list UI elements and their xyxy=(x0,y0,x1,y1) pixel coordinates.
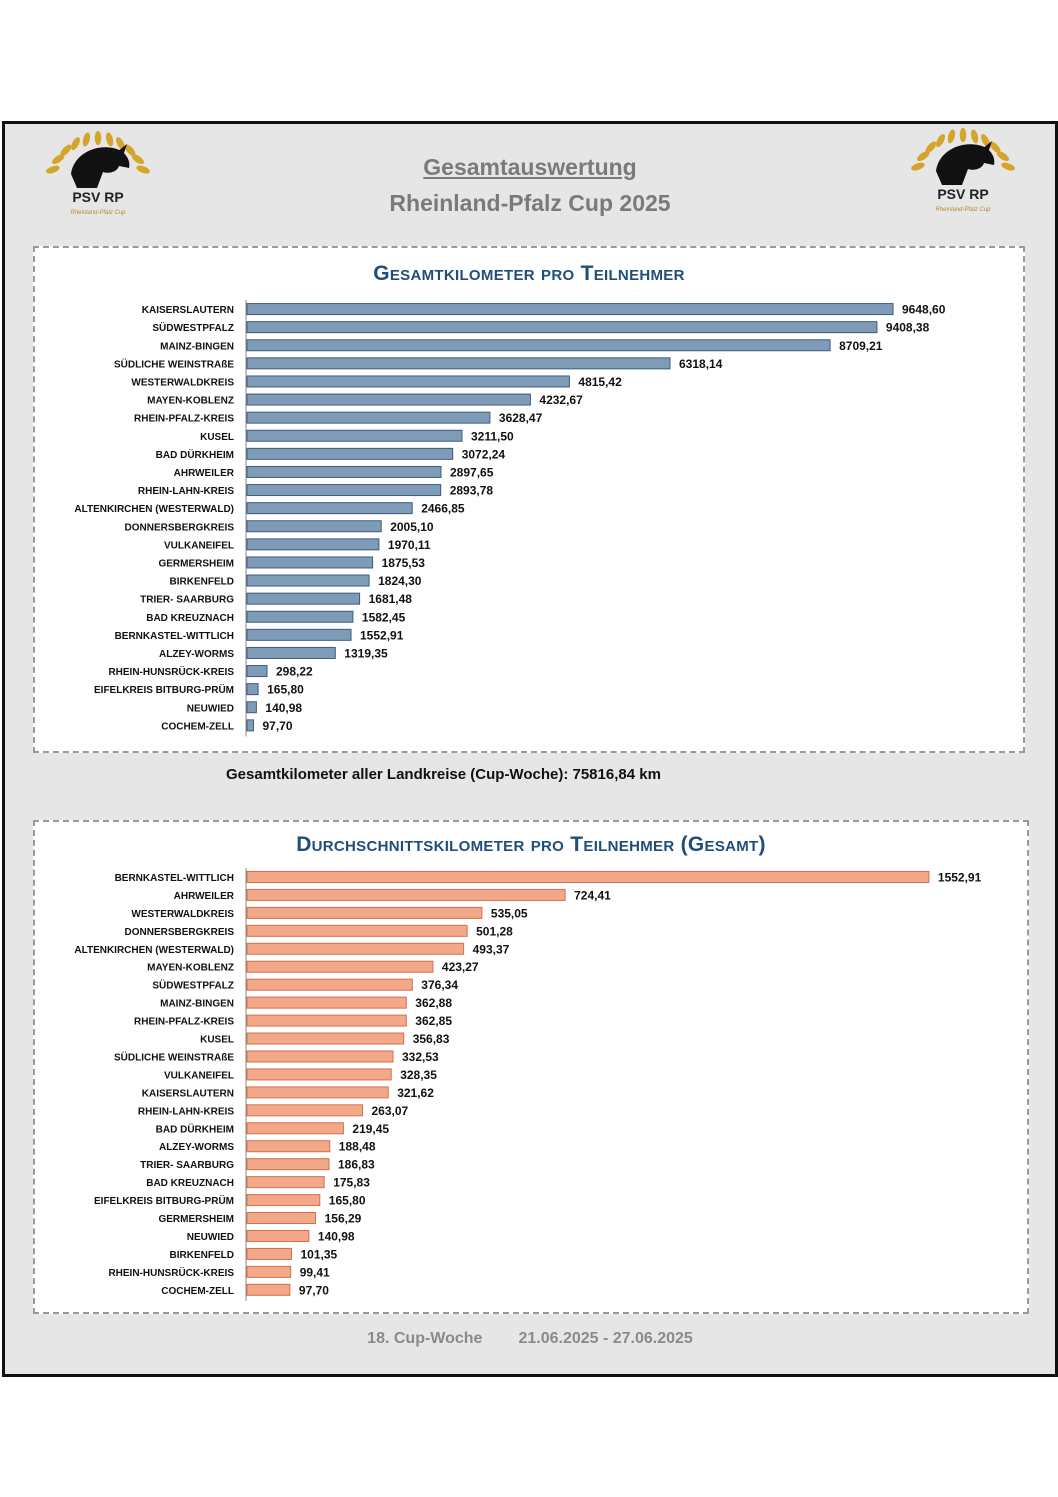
bar xyxy=(247,997,406,1008)
bar xyxy=(247,1284,290,1295)
data-label: 328,35 xyxy=(400,1067,437,1082)
category-label: BIRKENFELD xyxy=(169,576,234,588)
data-label: 2893,78 xyxy=(449,483,494,498)
bar xyxy=(247,430,462,441)
data-label: 4815,42 xyxy=(578,374,622,389)
data-label: 2897,65 xyxy=(450,465,494,480)
bar xyxy=(247,394,530,405)
category-label: RHEIN-LAHN-KREIS xyxy=(137,486,234,498)
bar xyxy=(247,1141,330,1152)
category-label: ALTENKIRCHEN (WESTERWALD) xyxy=(74,944,234,956)
bar xyxy=(247,1159,329,1170)
data-label: 3628,47 xyxy=(498,411,543,426)
category-label: BAD KREUZNACH xyxy=(146,1178,234,1190)
bar xyxy=(247,1015,406,1026)
data-label: 493,37 xyxy=(472,942,510,957)
category-label: GERMERSHEIM xyxy=(158,1214,234,1226)
bar xyxy=(247,629,351,640)
data-label: 4232,67 xyxy=(539,393,583,408)
category-label: SÜDWESTPFALZ xyxy=(152,980,234,992)
data-label: 186,83 xyxy=(338,1157,375,1172)
data-label: 332,53 xyxy=(402,1049,439,1064)
category-label: DONNERSBERGKREIS xyxy=(124,926,234,938)
data-label: 362,85 xyxy=(415,1014,453,1029)
total-summary xyxy=(226,766,661,783)
category-label: SÜDLICHE WEINSTRAßE xyxy=(114,1052,234,1064)
data-label: 8709,21 xyxy=(839,338,883,353)
bar xyxy=(247,1123,343,1134)
category-label: RHEIN-HUNSRÜCK-KREIS xyxy=(108,1267,234,1279)
total-km-panel xyxy=(33,246,1025,753)
category-label: EIFELKREIS BITBURG-PRÜM xyxy=(94,1196,234,1208)
chart-title: Gesamtkilometer pro Teilnehmer xyxy=(373,262,685,285)
bar xyxy=(247,961,433,972)
category-label: SÜDWESTPFALZ xyxy=(152,323,234,335)
category-label: MAYEN-KOBLENZ xyxy=(147,962,234,974)
footer-week: 18. Cup-Woche xyxy=(367,1330,483,1347)
bar xyxy=(247,943,464,954)
data-label: 156,29 xyxy=(324,1211,362,1226)
category-label: KUSEL xyxy=(200,1034,234,1046)
category-label: AHRWEILER xyxy=(173,890,234,902)
bar xyxy=(247,1087,388,1098)
data-label: 140,98 xyxy=(317,1229,355,1244)
psv-logo-left-icon xyxy=(33,130,163,242)
data-label: 356,83 xyxy=(412,1032,450,1047)
category-label: RHEIN-PFALZ-KREIS xyxy=(134,413,234,425)
data-label: 535,05 xyxy=(490,906,528,921)
bar xyxy=(247,684,258,695)
bar xyxy=(247,647,335,658)
data-label: 2466,85 xyxy=(421,501,465,516)
data-label: 321,62 xyxy=(397,1085,434,1100)
data-label: 1681,48 xyxy=(368,592,412,607)
bar xyxy=(247,1069,391,1080)
category-label: GERMERSHEIM xyxy=(158,558,234,570)
category-label: ALZEY-WORMS xyxy=(159,648,234,660)
category-label: ALTENKIRCHEN (WESTERWALD) xyxy=(74,504,234,516)
bar xyxy=(247,907,482,918)
data-label: 9648,60 xyxy=(902,302,946,317)
logo-text: PSV RP xyxy=(937,186,989,202)
footer xyxy=(5,1330,1055,1348)
bar xyxy=(247,666,267,677)
category-label: KAISERSLAUTERN xyxy=(141,305,234,317)
bar xyxy=(247,611,353,622)
bar xyxy=(247,575,369,586)
category-label: MAYEN-KOBLENZ xyxy=(147,395,234,407)
bar xyxy=(247,358,670,369)
bar xyxy=(247,1105,363,1116)
bar xyxy=(247,322,877,333)
data-label: 97,70 xyxy=(262,718,293,733)
bar xyxy=(247,1051,393,1062)
average-km-chart xyxy=(35,868,1031,1308)
bar xyxy=(247,1248,292,1259)
category-label: EIFELKREIS BITBURG-PRÜM xyxy=(94,685,234,697)
data-label: 1552,91 xyxy=(360,628,404,643)
data-label: 175,83 xyxy=(333,1175,370,1190)
bar xyxy=(247,1177,324,1188)
bar xyxy=(247,412,490,423)
category-label: ALZEY-WORMS xyxy=(159,1142,234,1154)
data-label: 724,41 xyxy=(574,888,611,903)
data-label: 1319,35 xyxy=(344,646,388,661)
category-label: BAD DÜRKHEIM xyxy=(155,449,234,461)
average-km-panel xyxy=(33,820,1029,1314)
category-label: BERNKASTEL-WITTLICH xyxy=(114,872,234,884)
data-label: 3072,24 xyxy=(461,447,506,462)
data-label: 1970,11 xyxy=(387,537,431,552)
bar xyxy=(247,521,381,532)
data-label: 165,80 xyxy=(267,682,304,697)
category-label: TRIER- SAARBURG xyxy=(140,1160,234,1172)
bar xyxy=(247,871,929,882)
data-label: 1582,45 xyxy=(361,610,406,625)
data-label: 423,27 xyxy=(441,960,479,975)
data-label: 6318,14 xyxy=(679,356,723,371)
chart-title: Durchschnittskilometer pro Teilnehmer (Gesamt) xyxy=(296,833,766,856)
category-label: RHEIN-PFALZ-KREIS xyxy=(134,1016,234,1028)
document-title: Gesamtauswertung xyxy=(423,154,637,180)
bar xyxy=(247,340,830,351)
logo-text: PSV RP xyxy=(72,189,124,205)
category-label: KAISERSLAUTERN xyxy=(141,1088,234,1100)
category-label: BIRKENFELD xyxy=(169,1249,234,1261)
psv-logo-right-icon xyxy=(898,127,1028,239)
category-label: NEUWIED xyxy=(186,703,234,715)
bar xyxy=(247,979,412,990)
bar xyxy=(247,485,441,496)
report-frame xyxy=(2,121,1058,1377)
logo-tagline: Rheinland-Pfalz Cup xyxy=(935,207,991,213)
data-label: 9408,38 xyxy=(885,320,930,335)
bar xyxy=(247,1266,291,1277)
footer-dates: 21.06.2025 - 27.06.2025 xyxy=(518,1330,693,1347)
bar xyxy=(247,1033,404,1044)
data-label: 501,28 xyxy=(476,924,513,939)
bar xyxy=(247,593,360,604)
bar xyxy=(247,466,441,477)
bar xyxy=(247,720,254,731)
category-label: VULKANEIFEL xyxy=(164,540,234,552)
bar xyxy=(247,1213,316,1224)
logo-tagline: Rheinland-Pfalz Cup xyxy=(70,210,126,216)
data-label: 298,22 xyxy=(276,664,313,679)
category-label: SÜDLICHE WEINSTRAßE xyxy=(114,359,234,371)
category-label: RHEIN-LAHN-KREIS xyxy=(137,1106,234,1118)
data-label: 165,80 xyxy=(328,1193,366,1208)
data-label: 263,07 xyxy=(371,1103,409,1118)
category-label: AHRWEILER xyxy=(173,467,234,479)
bar xyxy=(247,448,453,459)
category-label: BERNKASTEL-WITTLICH xyxy=(114,630,234,642)
bar xyxy=(247,503,412,514)
bar xyxy=(247,304,893,315)
bar xyxy=(247,1195,320,1206)
category-label: COCHEM-ZELL xyxy=(161,1285,234,1297)
bar xyxy=(247,702,256,713)
category-label: MAINZ-BINGEN xyxy=(160,998,234,1010)
category-label: BAD KREUZNACH xyxy=(146,612,234,624)
category-label: NEUWIED xyxy=(186,1231,234,1243)
bar xyxy=(247,557,373,568)
data-label: 362,88 xyxy=(415,996,453,1011)
bar xyxy=(247,925,467,936)
data-label: 1875,53 xyxy=(381,555,425,570)
category-label: KUSEL xyxy=(200,431,234,443)
category-label: DONNERSBERGKREIS xyxy=(124,522,234,534)
category-label: BAD DÜRKHEIM xyxy=(155,1124,234,1136)
data-label: 97,70 xyxy=(298,1283,329,1298)
total-km-chart xyxy=(35,300,1027,740)
data-label: 1552,91 xyxy=(937,870,982,885)
data-label: 140,98 xyxy=(265,700,303,715)
category-label: MAINZ-BINGEN xyxy=(160,341,234,353)
category-label: RHEIN-HUNSRÜCK-KREIS xyxy=(108,667,234,679)
data-label: 3211,50 xyxy=(471,429,514,444)
bar xyxy=(247,539,379,550)
data-label: 376,34 xyxy=(421,978,459,993)
bar xyxy=(247,376,569,387)
category-label: COCHEM-ZELL xyxy=(161,721,234,733)
bar xyxy=(247,889,565,900)
document-subtitle: Rheinland-Pfalz Cup 2025 xyxy=(389,190,671,216)
category-label: WESTERWALDKREIS xyxy=(131,377,234,389)
data-label: 1824,30 xyxy=(378,574,422,589)
data-label: 101,35 xyxy=(300,1247,338,1262)
data-label: 219,45 xyxy=(352,1121,390,1136)
data-label: 2005,10 xyxy=(390,519,434,534)
bar xyxy=(247,1230,309,1241)
category-label: TRIER- SAARBURG xyxy=(140,594,234,606)
category-label: WESTERWALDKREIS xyxy=(131,908,234,920)
data-label: 99,41 xyxy=(299,1265,330,1280)
data-label: 188,48 xyxy=(338,1139,376,1154)
total-value: 75816,84 km xyxy=(572,766,661,783)
category-label: VULKANEIFEL xyxy=(164,1070,234,1082)
total-label: Gesamtkilometer aller Landkreise (Cup-Woche): xyxy=(226,766,569,783)
